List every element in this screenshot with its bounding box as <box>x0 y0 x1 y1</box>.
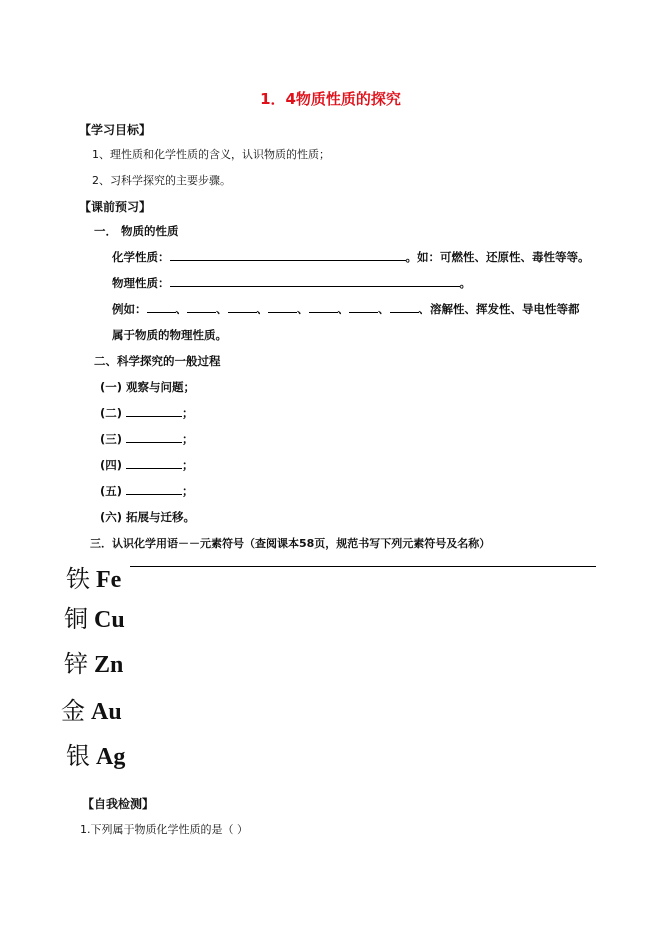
examples-label: 例如： <box>112 302 147 316</box>
preview-heading: 【课前预习】 <box>79 200 152 214</box>
element-name: 铜 <box>64 605 88 633</box>
step-3: (三) ； <box>100 432 194 446</box>
element-cu <box>64 606 125 633</box>
example-blank <box>268 302 297 313</box>
element-name: 锌 <box>64 650 88 678</box>
example-separator: 、 <box>337 302 349 316</box>
example-blank <box>309 302 338 313</box>
example-separator: 、 <box>297 302 309 316</box>
physical-property-blank <box>170 276 460 287</box>
page-title: 1．4物质性质的探究 <box>260 90 401 108</box>
physical-property-suffix: 。 <box>459 276 471 290</box>
step-6: (六) 拓展与迁移。 <box>100 510 196 524</box>
example-blank <box>349 302 378 313</box>
step-blank <box>126 484 182 495</box>
element-symbol: Zn <box>94 652 124 678</box>
examples-line-2: 属于物质的物理性质。 <box>112 328 227 342</box>
example-separator: 、 <box>216 302 228 316</box>
element-ag <box>66 743 125 770</box>
step-blank <box>126 406 182 417</box>
element-symbol: Fe <box>96 567 122 593</box>
chemical-property-label: 化学性质： <box>112 250 170 264</box>
part3-heading: 三．认识化学用语－－元素符号（查阅课本58页，规范书写下列元素符号及名称） <box>90 537 491 550</box>
physical-property-label: 物理性质： <box>112 276 170 290</box>
element-fe <box>66 566 121 593</box>
objectives-heading: 【学习目标】 <box>79 123 152 137</box>
chemical-property-line <box>112 249 590 265</box>
example-separator: 、 <box>256 302 268 316</box>
chemical-property-suffix: 。如：可燃性、还原性、毒性等等。 <box>405 250 590 264</box>
element-name: 银 <box>66 742 90 770</box>
element-symbol: Ag <box>96 744 126 770</box>
part2-heading: 二、科学探究的一般过程 <box>94 354 221 368</box>
step-blank <box>126 432 182 443</box>
writing-line <box>130 566 596 567</box>
element-zn <box>64 651 123 678</box>
element-name: 金 <box>61 697 85 725</box>
element-symbol: Cu <box>94 607 125 633</box>
step-4: (四) ； <box>100 458 194 472</box>
step-1: (一) 观察与问题； <box>100 380 196 394</box>
objective-item-2: 2、习科学探究的主要步骤。 <box>92 174 231 187</box>
objective-item-1: 1、理性质和化学性质的含义，认识物质的性质； <box>92 148 330 161</box>
step-2: (二) ； <box>100 406 194 420</box>
chemical-property-blank <box>170 250 406 261</box>
example-blank <box>390 302 419 313</box>
example-blank <box>187 302 216 313</box>
examples-line <box>112 301 580 317</box>
example-separator: 、 <box>378 302 390 316</box>
part1-heading: 一． 物质的性质 <box>94 224 179 238</box>
element-au <box>61 698 122 725</box>
example-separator: 、 <box>175 302 187 316</box>
element-name: 铁 <box>66 565 90 593</box>
examples-suffix: 、溶解性、挥发性、导电性等都 <box>418 302 580 316</box>
self-check-heading: 【自我检测】 <box>82 797 155 811</box>
question-1: 1.下列属于物质化学性质的是（ ） <box>80 823 248 836</box>
element-symbol: Au <box>91 699 122 725</box>
physical-property-line <box>112 275 471 291</box>
step-blank <box>126 458 182 469</box>
example-blank <box>228 302 257 313</box>
step-5: (五) ； <box>100 484 194 498</box>
example-blank <box>147 302 176 313</box>
